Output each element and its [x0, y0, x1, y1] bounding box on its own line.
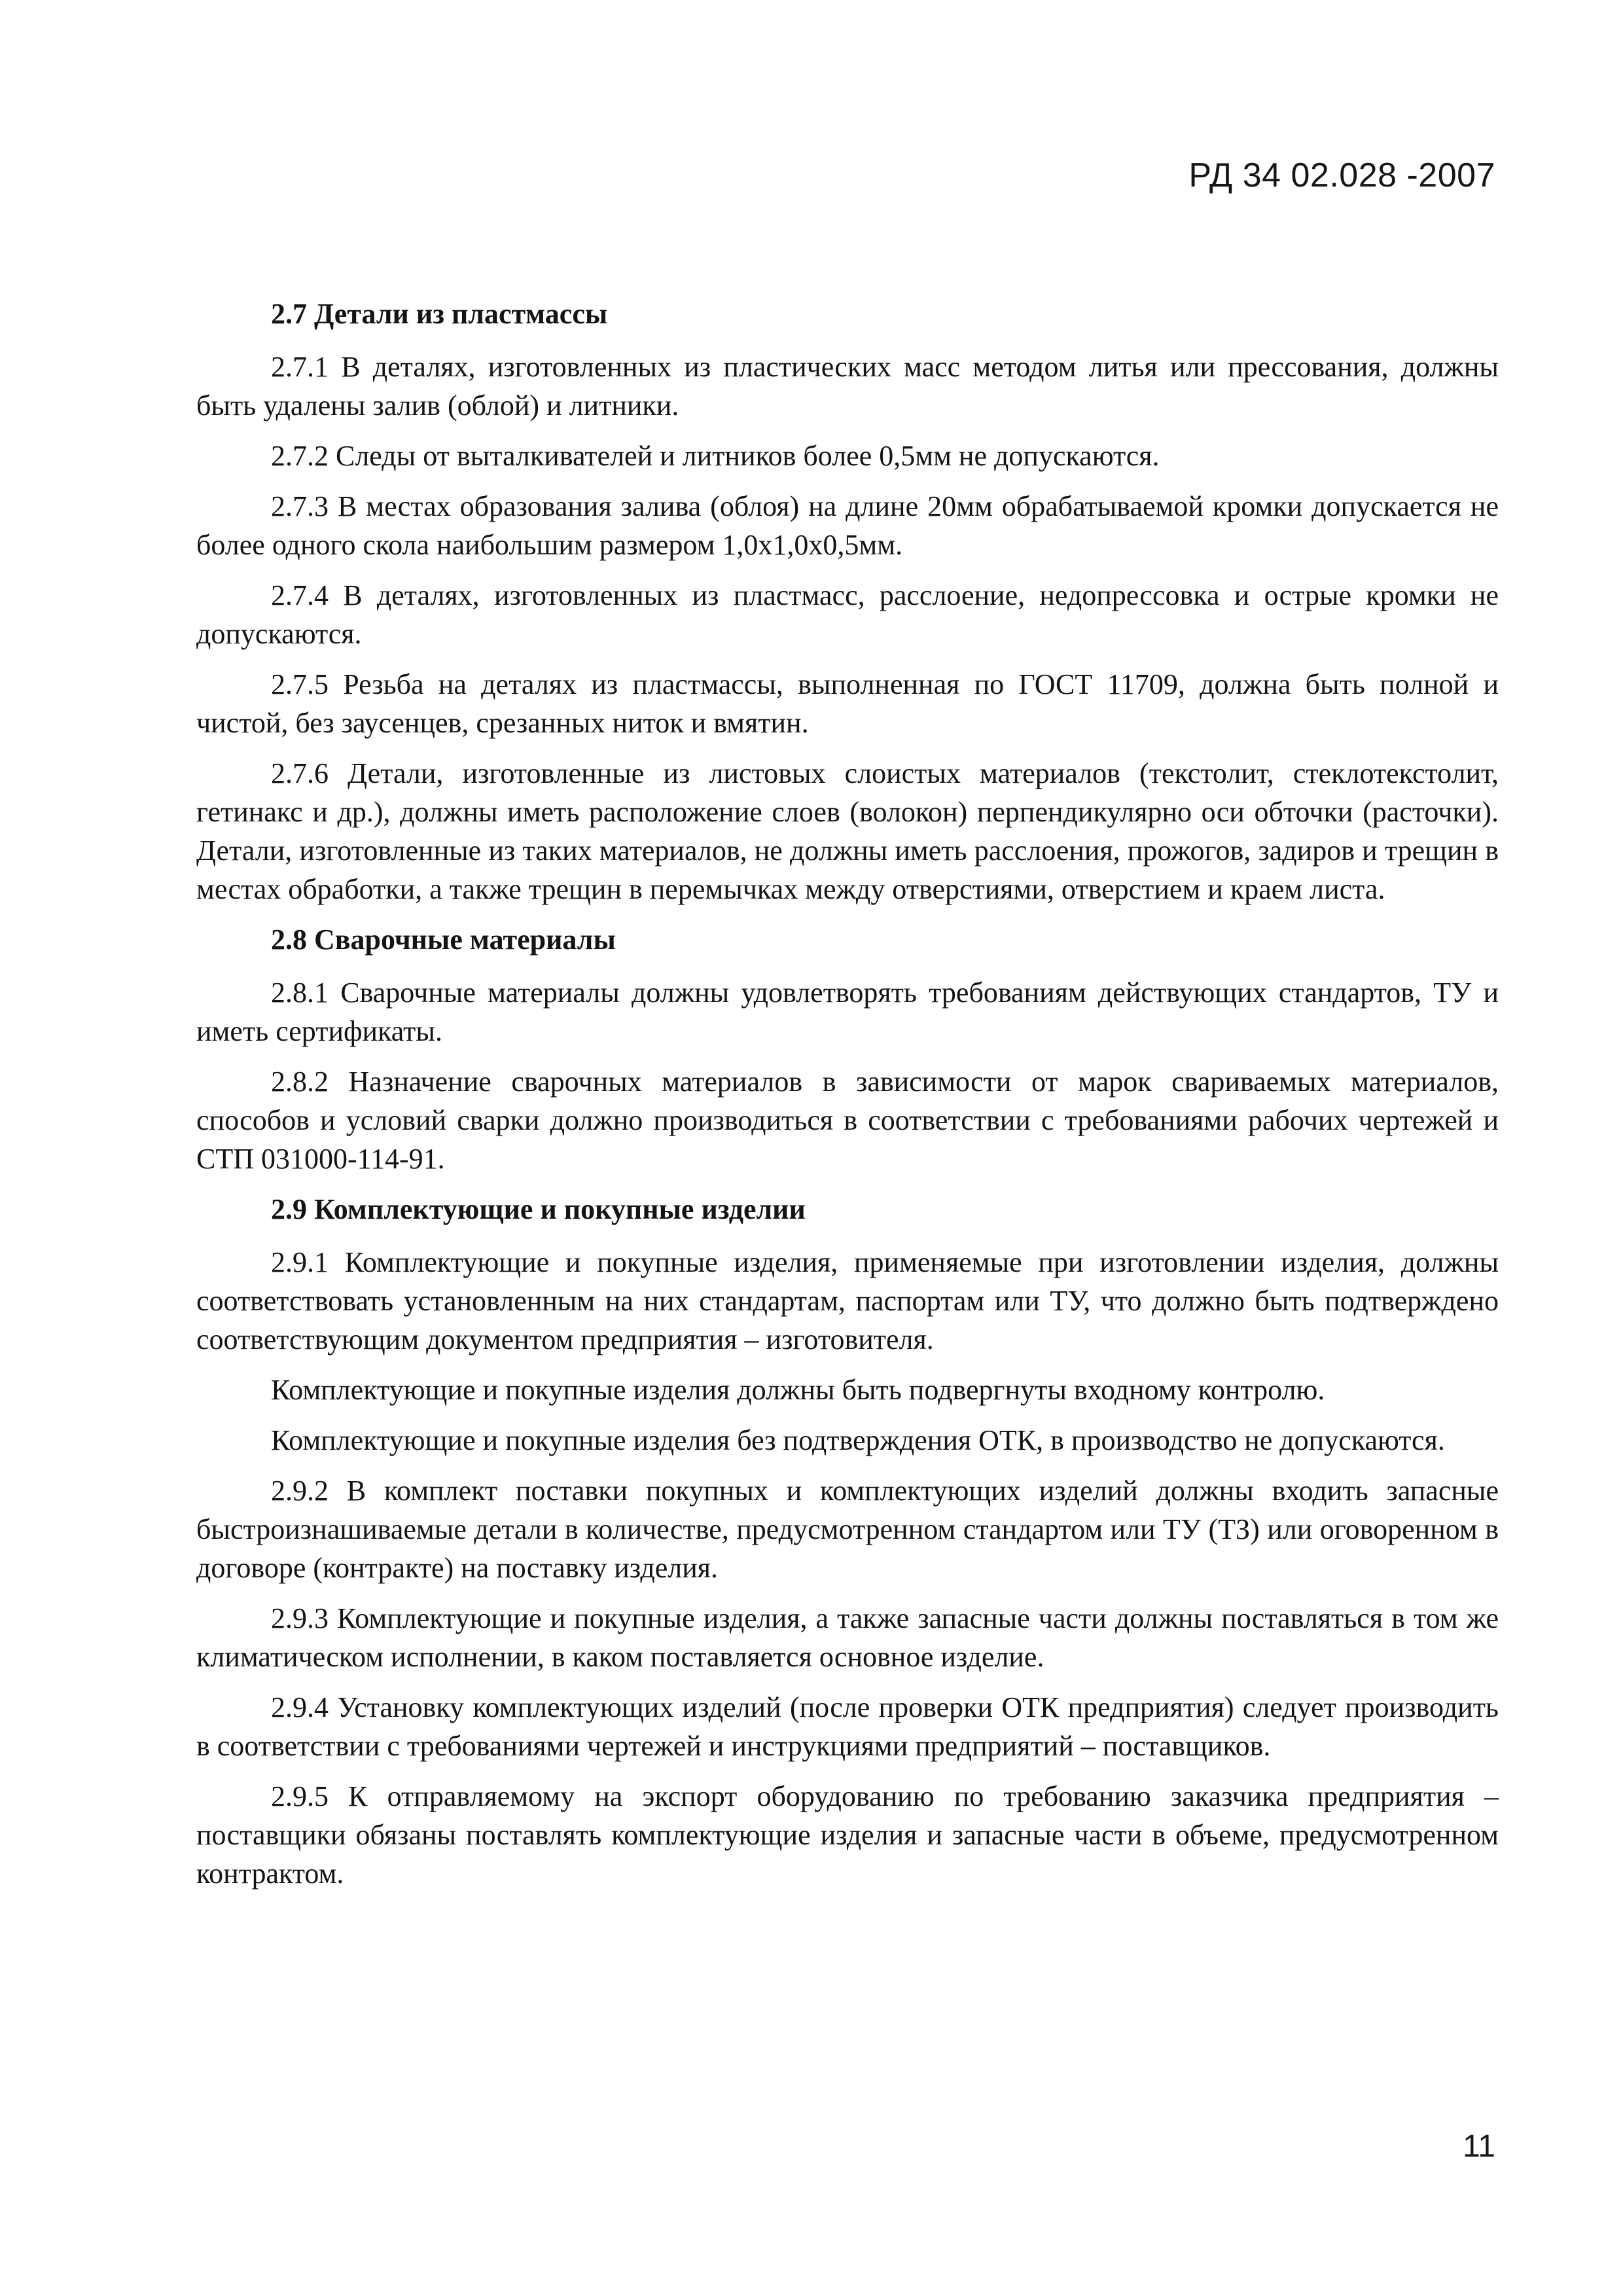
paragraph-2-9-2: 2.9.2 В комплект поставки покупных и комплектующих изделий должны входить запасные быстроизнашиваемые детали в количестве, предусмотренном стандартом или ТУ (ТЗ) или оговоренном в договоре (контракте) на поставку изделия.	[196, 1475, 1499, 1584]
paragraph-2-7-6: 2.7.6 Детали, изготовленные из листовых слоистых материалов (текстолит, стеклотекстолит, гетинакс и др.), должны иметь расположение слоев (волокон) перпендикулярно оси обточки (расточки). Детали, изготовленные из таких материалов, не должны иметь расслоения, прожогов, задиров и трещин в местах обработки, а также трещин в перемычках между отверстиями, отверстием и краем листа.	[196, 757, 1499, 905]
document-code: РД 34 02.028 -2007	[1188, 156, 1495, 194]
paragraph-2-7-1: 2.7.1 В деталях, изготовленных из пластических масс методом литья или прессования, должны быть удалены залив (облой) и литники.	[196, 351, 1499, 422]
section-heading: 2.8 Сварочные материалы	[271, 924, 616, 956]
paragraph-2-9-1-a: Комплектующие и покупные изделия должны быть подвергнуты входному контролю.	[271, 1374, 1325, 1406]
paragraph-2-7-3: 2.7.3 В местах образования залива (облоя) на длине 20мм обрабатываемой кромки допускается не более одного скола наибольшим размером 1,0х1,0х0,5мм.	[196, 490, 1499, 561]
paragraph-2-7-2: 2.7.2 Следы от выталкивателей и литников более 0,5мм не допускаются.	[271, 440, 1160, 472]
section-2-7	[196, 295, 1499, 908]
paragraph-2-8-2: 2.8.2 Назначение сварочных материалов в зависимости от марок свариваемых материалов, способов и условий сварки должно производиться в соответствии с требованиями рабочих чертежей и СТП 031000-114-91.	[196, 1066, 1499, 1175]
paragraph-2-8-1: 2.8.1 Сварочные материалы должны удовлетворять требованиям действующих стандартов, ТУ и иметь сертификаты.	[196, 977, 1499, 1047]
paragraph-2-7-4: 2.7.4 В деталях, изготовленных из пластмасс, расслоение, недопрессовка и острые кромки не допускаются.	[196, 579, 1499, 650]
paragraph-2-9-1-b: Комплектующие и покупные изделия без подтверждения ОТК, в производство не допускаются.	[271, 1424, 1445, 1456]
section-2-8	[196, 920, 1499, 1178]
page-number: 11	[1463, 2129, 1495, 2164]
paragraph-2-9-5: 2.9.5 К отправляемому на экспорт оборудованию по требованию заказчика предприятия – поставщики обязаны поставлять комплектующие изделия и запасные части в объеме, предусмотренном контрактом.	[196, 1780, 1499, 1890]
section-heading: 2.7 Детали из пластмассы	[271, 298, 608, 330]
document-body	[196, 295, 1499, 1905]
paragraph-2-9-3: 2.9.3 Комплектующие и покупные изделия, а также запасные части должны поставляться в том же климатическом исполнении, в каком поставляется основное изделие.	[196, 1602, 1499, 1673]
paragraph-2-7-5: 2.7.5 Резьба на деталях из пластмассы, выполненная по ГОСТ 11709, должна быть полной и чистой, без заусенцев, срезанных ниток и вмятин.	[196, 668, 1499, 739]
paragraph-2-9-4: 2.9.4 Установку комплектующих изделий (после проверки ОТК предприятия) следует производить в соответствии с требованиями чертежей и инструкциями предприятий – поставщиков.	[196, 1691, 1499, 1762]
section-2-9	[196, 1190, 1499, 1893]
section-heading: 2.9 Комплектующие и покупные изделии	[271, 1193, 806, 1225]
paragraph-2-9-1: 2.9.1 Комплектующие и покупные изделия, применяемые при изготовлении изделия, должны соответствовать установленным на них стандартам, паспортам или ТУ, что должно быть подтверждено соответствующим документом предприятия – изготовителя.	[196, 1246, 1499, 1355]
